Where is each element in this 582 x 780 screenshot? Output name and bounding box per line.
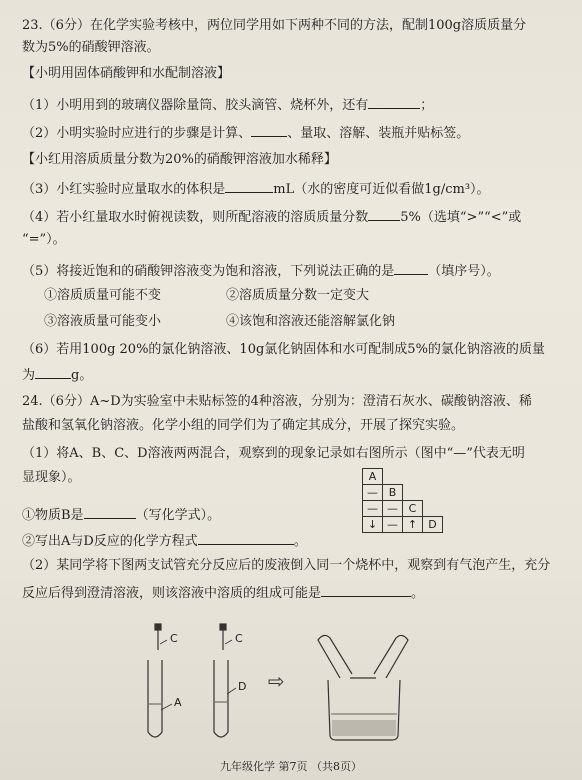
answer-blank [225,180,273,193]
q23-options [36,288,536,332]
test-tube-d-icon [214,624,236,737]
q24-sub2-end: 。 [293,534,307,549]
q23-part1 [22,96,562,114]
q23-part2 [22,124,562,142]
q23-part3-text-b: mL（水的密度可近似看做1g/cm³）。 [273,182,490,197]
q23-line2: 数为5%的硝酸钾溶液。 [22,40,160,55]
q23-part3-text-a: （3）小红实验时应量取水的体积是 [22,182,226,197]
q24-part2-text: 反应后得到澄清溶液，则该溶液中溶质的组成可能是 [22,586,322,601]
q24-part2-a: （2）某同学将下图两支试管充分反应后的废液倒入同一个烧杯中，观察到有气泡产生，充分 [22,558,551,573]
grid-cell-d: D [422,516,443,533]
page-footer: 九年级化学 第7页 （共8页） [220,760,362,773]
q23-part1-text: （1）小明用到的玻璃仪器除量筒、胶头滴管、烧杯外，还有 [22,98,369,113]
beaker-icon [318,635,408,740]
label-a: A [174,696,182,709]
q23-part4-end: “=”）。 [22,232,66,247]
answer-blank [368,208,400,221]
q23-part5-text-b: （填序号）。 [428,264,500,279]
q23-part6: （6）若用100g 20%的氯化钠溶液、10g氯化钠固体和水可配制成5%的氯化钠溶液的质量 [22,342,545,357]
q24-sub1-text-a: ①物质B是 [22,508,84,523]
grid-cell-bd: — [382,516,403,533]
q24-part1-a: （1）将A、B、C、D溶液两两混合，观察到的现象记录如右图所示（图中“—”代表无明 [22,446,525,461]
q23-part3 [22,180,562,198]
option-1: ①溶质质量可能不变 [44,288,162,303]
q23-part2-text-a: （2）小明实验时应进行的步骤是计算、 [22,126,252,141]
q24-sub2-text: ②写出A与D反应的化学方程式 [22,534,198,549]
option-3: ③溶液质量可能变小 [44,314,162,329]
label-c-2: C [235,632,243,645]
q23-heading-xiaohong: 【小红用溶质质量分数为20%的硝酸钾溶液加水稀释】 [22,152,337,167]
test-tube-a-icon [148,624,172,737]
q23-part5 [22,262,562,280]
q23-part2-text-b: 、量取、溶解、装瓶并贴标签。 [287,126,470,141]
grid-cell-a: A [362,468,383,485]
grid-cell-ab: — [362,484,383,501]
q24-line1: 24.（6分）A~D为实验室中未贴标签的4种溶液，分别为：澄清石灰水、碳酸钠溶液、稀 [22,394,532,409]
q23-part4-text-a: （4）若小红量取水时俯视读数，则所配溶液的溶质质量分数 [22,210,369,225]
grid-cell-ad: ↓ [362,516,383,533]
q24-part2-b [22,584,562,602]
q23-part5-text-a: （5）将接近饱和的硝酸钾溶液变为饱和溶液，下列说法正确的是 [22,264,395,279]
answer-blank [251,124,287,137]
q23-heading-xiaoming: 【小明用固体硝酸钾和水配制溶液】 [22,66,231,81]
option-2: ②溶质质量分数一定变大 [226,288,370,303]
answer-blank [198,532,294,545]
q24-part1-b: 显现象）。 [22,470,81,485]
label-c-1: C [170,632,178,645]
grid-cell-cd: ↑ [402,516,423,533]
q23-part4-text-b: 5%（选填“>”“<”或 [400,210,522,225]
q23-part6-answer [22,366,562,384]
grid-cell-b: B [382,484,403,501]
q23-part1-end: ； [420,98,434,113]
q24-part2-end: 。 [411,586,425,601]
arrow-right-icon: ⇨ [268,669,285,693]
q23-line1: 23.（6分）在化学实验考核中，两位同学用如下两种不同的方法，配制100g溶质质量分 [22,18,527,33]
answer-blank [321,584,411,597]
grid-cell-bc: — [382,500,403,517]
answer-blank [368,96,420,109]
q24-sub2 [22,532,562,550]
q24-sub1 [22,506,562,524]
label-d: D [238,680,247,693]
grid-cell-ac: — [362,500,383,517]
q23-part6-text-c: g。 [71,368,93,383]
answer-blank [84,506,136,519]
grid-cell-c: C [402,500,423,517]
q24-line2: 盐酸和氢氧化钠溶液。化学小组的同学们为了确定其成分，开展了探究实验。 [22,418,465,433]
answer-blank [35,366,71,379]
apparatus-figure [140,620,440,745]
answer-blank [394,262,428,275]
option-4: ④该饱和溶液还能溶解氯化钠 [226,314,396,329]
q23-part6-text-b: 为 [22,368,36,383]
q24-sub1-text-b: （写化学式）。 [135,508,221,523]
q23-part4 [22,208,562,226]
